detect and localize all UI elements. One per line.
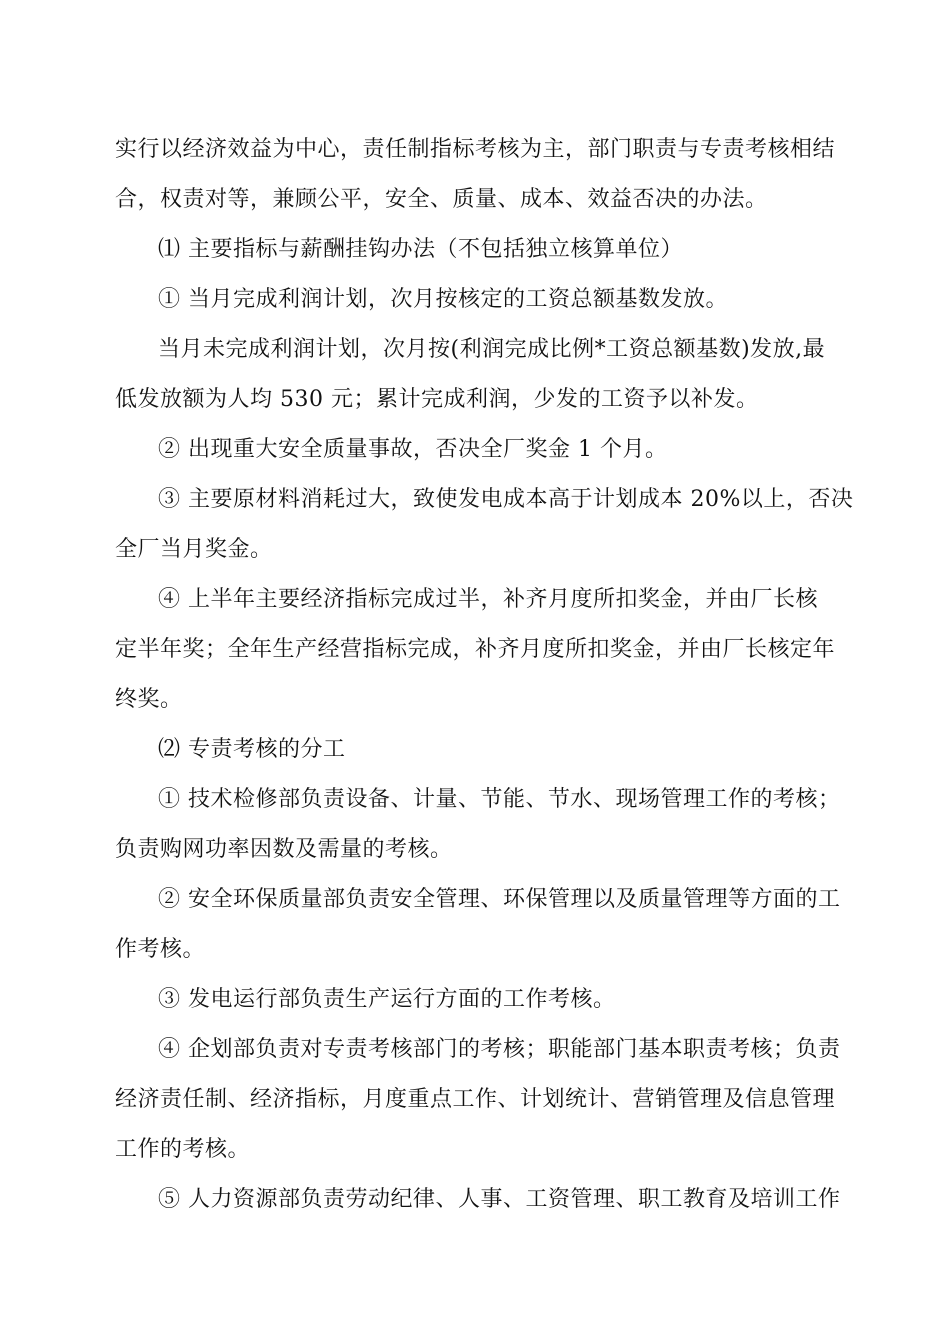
paragraph-line: 当月未完成利润计划，次月按(利润完成比例*工资总额基数)发放,最	[158, 337, 826, 362]
paragraph-line: 经济责任制、经济指标，月度重点工作、计划统计、营销管理及信息管理	[115, 1087, 836, 1112]
list-item: ② 安全环保质量部负责安全管理、环保管理以及质量管理等方面的工	[158, 887, 841, 912]
list-item: ③ 主要原材料消耗过大，致使发电成本高于计划成本 20%以上，否决	[158, 487, 854, 512]
paragraph-line: 定半年奖；全年生产经营指标完成，补齐月度所扣奖金，并由厂长核定年	[115, 637, 836, 662]
paragraph-line: 负责购网功率因数及需量的考核。	[115, 837, 453, 862]
list-item: ⑤ 人力资源部负责劳动纪律、人事、工资管理、职工教育及培训工作	[158, 1187, 841, 1212]
list-item: ① 技术检修部负责设备、计量、节能、节水、现场管理工作的考核；	[158, 787, 841, 812]
paragraph-line: 终奖。	[115, 687, 183, 712]
paragraph-line: 全厂当月奖金。	[115, 537, 273, 562]
list-item: ④ 企划部负责对专责考核部门的考核；职能部门基本职责考核；负责	[158, 1037, 841, 1062]
list-item: ② 出现重大安全质量事故，否决全厂奖金 1 个月。	[158, 437, 668, 462]
paragraph-line: 实行以经济效益为中心，责任制指标考核为主，部门职责与专责考核相结	[115, 137, 836, 162]
list-item: ① 当月完成利润计划，次月按核定的工资总额基数发放。	[158, 287, 728, 312]
paragraph-line: 作考核。	[115, 937, 206, 962]
list-item: ④ 上半年主要经济指标完成过半，补齐月度所扣奖金，并由厂长核	[158, 587, 818, 612]
section-heading: ⑴ 主要指标与薪酬挂钩办法（不包括独立核算单位）	[158, 237, 683, 262]
paragraph-line: 低发放额为人均 530 元；累计完成利润，少发的工资予以补发。	[115, 387, 759, 412]
section-heading: ⑵ 专责考核的分工	[158, 737, 346, 762]
paragraph-line: 合，权责对等，兼顾公平，安全、质量、成本、效益否决的办法。	[115, 187, 768, 212]
paragraph-line: 工作的考核。	[115, 1137, 251, 1162]
list-item: ③ 发电运行部负责生产运行方面的工作考核。	[158, 987, 616, 1012]
